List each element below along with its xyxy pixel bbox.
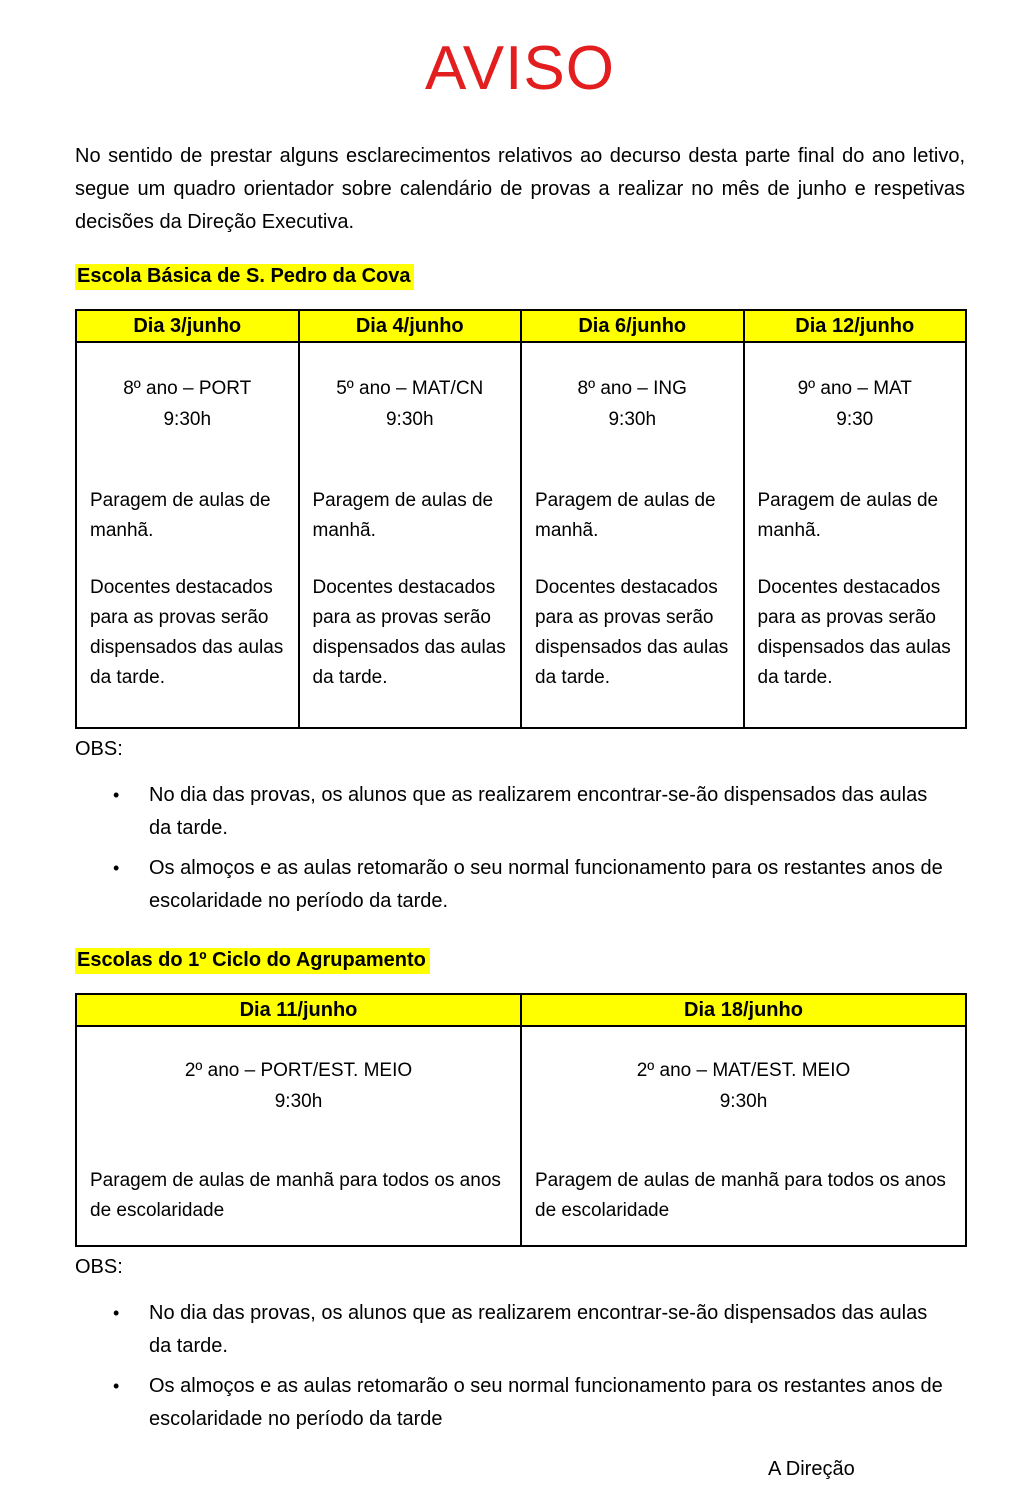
list-item-text: Os almoços e as aulas retomarão o seu normal funcionamento para os restantes anos de escolaridade no período da tarde.: [149, 857, 943, 912]
obs-label: OBS:: [75, 738, 123, 760]
column-header: Dia 11/junho: [76, 994, 521, 1026]
list-item-text: No dia das provas, os alunos que as realizarem encontrar-se-ão dispensados das aulas da tarde.: [149, 784, 928, 839]
exam-info: [535, 1055, 952, 1117]
exam-subject: 9º ano – MAT: [797, 378, 912, 399]
exam-cell: [744, 342, 967, 728]
list-item-text: Os almoços e as aulas retomarão o seu normal funcionamento para os restantes anos de escolaridade no período da tarde: [149, 1375, 943, 1430]
page-title: AVISO: [425, 34, 615, 103]
list-item: [75, 1370, 955, 1436]
section1-obs-list: [75, 779, 965, 918]
cell-note: Docentes destacados para as provas serão dispensados das aulas da tarde.: [312, 577, 506, 688]
obs-label: OBS:: [75, 1256, 123, 1278]
exam-info: [90, 373, 285, 435]
exam-info: [313, 373, 508, 435]
exam-time: 9:30h: [719, 1091, 768, 1112]
exam-cell: [521, 342, 744, 728]
exam-info: [90, 1055, 507, 1117]
exam-time: 9:30: [836, 409, 874, 430]
cell-note: Docentes destacados para as provas serão dispensados das aulas da tarde.: [535, 577, 729, 688]
bullet-icon: •: [113, 1303, 120, 1323]
section-escola-basica: [75, 264, 965, 918]
cell-note: Docentes destacados para as provas serão dispensados das aulas da tarde.: [90, 577, 284, 688]
table-body-row: [76, 1026, 966, 1246]
table-body-row: [76, 342, 966, 728]
cell-note: Paragem de aulas de manhã.: [757, 490, 939, 541]
exam-subject: 2º ano – PORT/EST. MEIO: [184, 1060, 413, 1081]
column-header: Dia 6/junho: [521, 310, 744, 342]
intro-paragraph: No sentido de prestar alguns esclarecimentos relativos ao decurso desta parte final do ano letivo, segue um quadro orientador sobre calendário de provas a realizar no mês de junho e respetivas decisões da Direção Executiva.: [75, 145, 965, 233]
bullet-icon: •: [113, 785, 120, 805]
cell-note: Paragem de aulas de manhã para todos os anos de escolaridade: [90, 1170, 501, 1221]
section2-heading: Escolas do 1º Ciclo do Agrupamento: [75, 948, 430, 974]
bullet-icon: •: [113, 858, 120, 878]
exam-time: 9:30h: [385, 409, 434, 430]
column-header: Dia 12/junho: [744, 310, 967, 342]
list-item: [75, 779, 955, 845]
section1-heading: Escola Básica de S. Pedro da Cova: [75, 264, 414, 290]
exam-info: [758, 373, 953, 435]
cell-note: Paragem de aulas de manhã.: [312, 490, 494, 541]
exam-subject: 8º ano – ING: [577, 378, 687, 399]
cell-note: Docentes destacados para as provas serão dispensados das aulas da tarde.: [757, 577, 951, 688]
list-item: [75, 1297, 955, 1363]
section2-obs-list: [75, 1297, 965, 1436]
signature: A Direção: [768, 1458, 855, 1480]
exam-cell: [76, 1026, 521, 1246]
column-header: Dia 3/junho: [76, 310, 299, 342]
list-item-text: No dia das provas, os alunos que as realizarem encontrar-se-ão dispensados das aulas da tarde.: [149, 1302, 928, 1357]
exam-cell: [521, 1026, 966, 1246]
table-header-row: [76, 994, 966, 1026]
exam-time: 9:30h: [608, 409, 657, 430]
section2-exam-table: [75, 993, 967, 1247]
column-header: Dia 18/junho: [521, 994, 966, 1026]
section-escolas-1-ciclo: [75, 948, 965, 1436]
cell-note: Paragem de aulas de manhã.: [90, 490, 271, 541]
column-header: Dia 4/junho: [299, 310, 522, 342]
exam-time: 9:30h: [274, 1091, 323, 1112]
exam-cell: [76, 342, 299, 728]
bullet-icon: •: [113, 1376, 120, 1396]
cell-note: Paragem de aulas de manhã.: [535, 490, 716, 541]
exam-time: 9:30h: [163, 409, 212, 430]
cell-note: Paragem de aulas de manhã para todos os anos de escolaridade: [535, 1170, 946, 1221]
section1-exam-table: [75, 309, 967, 729]
list-item: [75, 852, 955, 918]
table-header-row: [76, 310, 966, 342]
exam-subject: 5º ano – MAT/CN: [336, 378, 484, 399]
exam-info: [535, 373, 730, 435]
exam-cell: [299, 342, 522, 728]
exam-subject: 2º ano – MAT/EST. MEIO: [636, 1060, 851, 1081]
exam-subject: 8º ano – PORT: [123, 378, 252, 399]
